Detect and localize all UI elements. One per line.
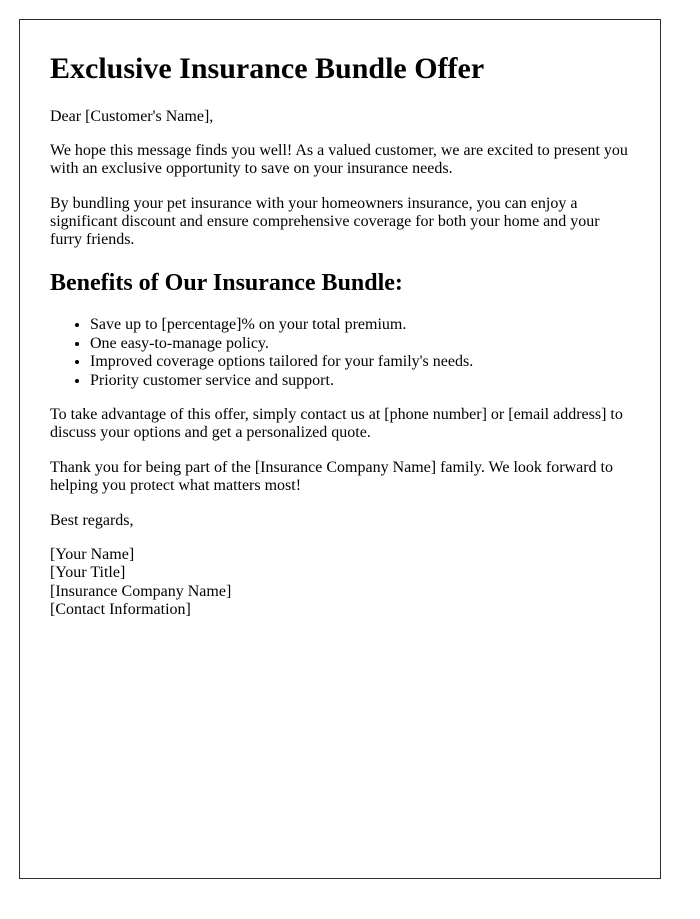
signature-name: [Your Name]	[50, 545, 135, 563]
signature-contact: [Contact Information]	[50, 601, 191, 619]
benefit-item-policy: • One easy-to-manage policy.	[90, 335, 630, 353]
letter-page	[19, 19, 661, 879]
benefit-item-coverage: • Improved coverage options tailored for your family's needs.	[90, 353, 630, 371]
benefit-item-savings: • Save up to [percentage]% on your total premium.	[90, 316, 630, 334]
cta-paragraph: To take advantage of this offer, simply contact us at [phone number] or [email address] to discuss your options and get a personalized quote.	[50, 406, 623, 442]
bundle-paragraph: By bundling your pet insurance with your homeowners insurance, you can enjoy a significant discount and ensure comprehensive coverage for both your home and your furry friends.	[50, 194, 600, 249]
intro-paragraph: We hope this message finds you well! As a valued customer, we are excited to present you with an exclusive opportunity to save on your insurance needs.	[50, 141, 628, 178]
letter-title: Exclusive Insurance Bundle Offer	[50, 52, 485, 85]
benefit-item-support: • Priority customer service and support.	[90, 372, 630, 390]
signature-company: [Insurance Company Name]	[50, 582, 232, 600]
closing-line: Best regards,	[50, 511, 134, 529]
signature-block	[50, 546, 630, 620]
signature-title: [Your Title]	[50, 564, 126, 582]
benefits-list	[50, 316, 630, 390]
thanks-paragraph: Thank you for being part of the [Insurance Company Name] family. We look forward to helping you protect what matters most!	[50, 458, 613, 495]
salutation: Dear [Customer's Name],	[50, 107, 214, 125]
benefits-heading: Benefits of Our Insurance Bundle:	[50, 269, 403, 296]
